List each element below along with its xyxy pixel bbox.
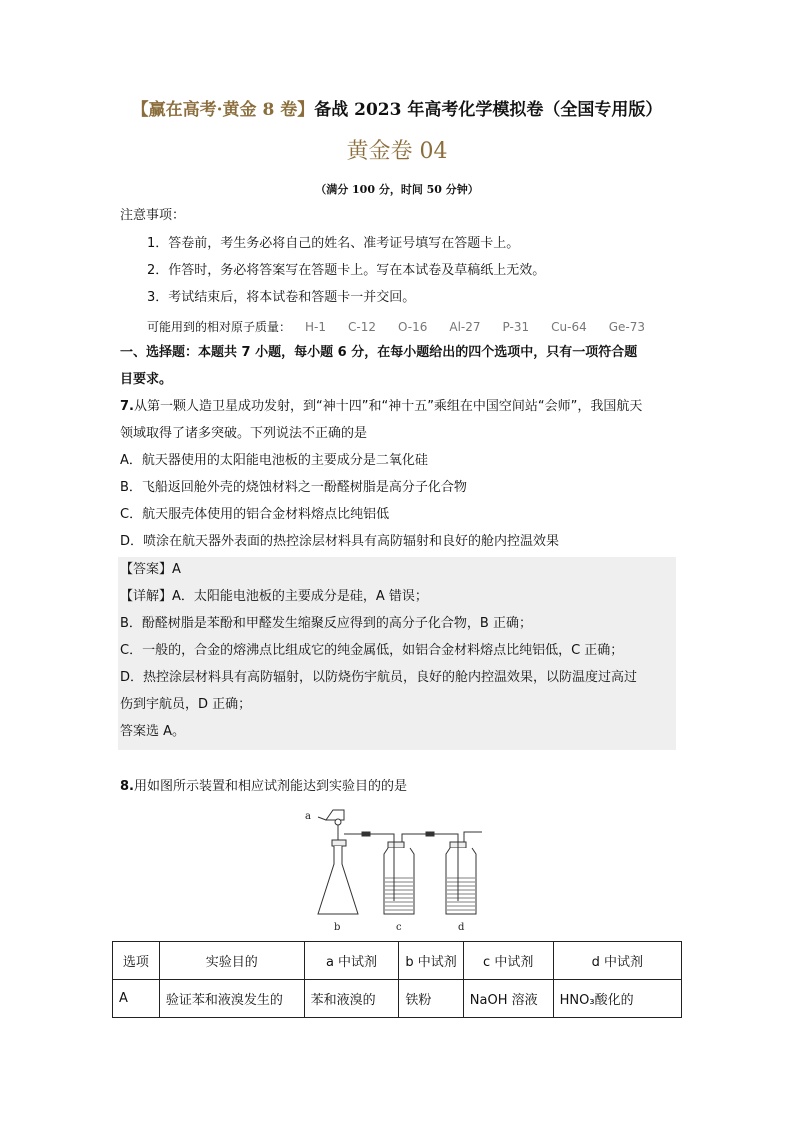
gas-bottle-d	[446, 848, 476, 914]
stopcock-icon	[335, 819, 341, 825]
table-header-cell: 实验目的	[159, 942, 304, 980]
exam-meta: （满分 100 分，时间 50 分钟）	[315, 183, 479, 196]
mass-value: H-1	[305, 320, 327, 334]
section-heading-line: 目要求。	[120, 372, 173, 387]
section-heading-line: 一、选择题：本题共 7 小题，每小题 6 分，在每小题给出的四个选项中，只有一项符合题	[120, 345, 638, 360]
atomic-masses	[147, 318, 667, 335]
q7-explain-line: 【详解】A．太阳能电池板的主要成分是硅，A 错误；	[120, 589, 428, 604]
q8-options-table	[112, 941, 682, 1018]
exam-title	[0, 95, 794, 120]
q7-explain-line: C．一般的，合金的熔沸点比组成它的纯金属低，如铝合金材料熔点比纯铝低，C 正确；	[120, 643, 624, 658]
q8-stem-text: 用如图所示装置和相应试剂能达到实验目的的是	[133, 779, 407, 794]
label-c: c	[396, 922, 402, 933]
mass-value: Cu-64	[551, 320, 587, 334]
q7-number: 7.	[120, 399, 134, 414]
q7-stem-text: 从第一颗人造卫星成功发射，到“神十四”和“神十五”乘组在中国空间站“会师”，我国航天	[133, 399, 643, 414]
notes-item: 3．考试结束后，将本试卷和答题卡一并交回。	[147, 290, 416, 305]
bottle-c-stopper	[388, 842, 404, 848]
table-cell: HNO₃酸化的	[553, 980, 681, 1018]
table-row	[113, 980, 682, 1018]
table-cell: 苯和液溴的	[304, 980, 399, 1018]
q7-explain-line: 答案选 A。	[120, 724, 186, 739]
notes-item: 2．作答时，务必将答案写在答题卡上。写在本试卷及草稿纸上无效。	[147, 263, 546, 278]
mass-value: P-31	[502, 320, 530, 334]
label-a: a	[305, 811, 311, 822]
label-d: d	[458, 922, 465, 933]
title-brand-1: 赢在高考·	[148, 100, 223, 120]
q7-explain-line: D．热控涂层材料具有高防辐射，以防烧伤宇航员，良好的舱内控温效果，以防温度过高过	[120, 670, 638, 685]
q7-option-a: A．航天器使用的太阳能电池板的主要成分是二氧化硅	[120, 453, 428, 468]
tube-connector	[426, 832, 434, 836]
tube-outlet	[464, 832, 482, 842]
masses-label: 可能用到的相对原子质量：	[147, 320, 292, 334]
mass-value: Al-27	[449, 320, 481, 334]
table-header-cell: c 中试剂	[463, 942, 553, 980]
title-brand-2: 黄金 8 卷	[222, 100, 298, 120]
table-header-row	[113, 942, 682, 980]
q7-option-c: C．航天服壳体使用的铝合金材料熔点比纯铝低	[120, 507, 390, 522]
notes-heading: 注意事项：	[120, 208, 186, 223]
table-cell: NaOH 溶液	[463, 980, 553, 1018]
apparatus-diagram	[296, 806, 496, 936]
q7-explain-line: B．酚醛树脂是苯酚和甲醛发生缩聚反应得到的高分子化合物，B 正确；	[120, 616, 532, 631]
title-bracket-open: 【	[131, 100, 149, 120]
mass-value: Ge-73	[608, 320, 645, 334]
dropping-funnel	[326, 810, 344, 820]
q8-stem	[120, 778, 407, 796]
q7-option-b: B．飞船返回舱外壳的烧蚀材料之一酚醛树脂是高分子化合物	[120, 480, 467, 495]
q7-explain-line: 伤到宇航员，D 正确；	[120, 697, 252, 712]
q7-stem-text: 领域取得了诸多突破。下列说法不正确的是	[120, 426, 368, 441]
q7-option-d: D．喷涂在航天器外表面的热控涂层材料具有高防辐射和良好的舱内控温效果	[120, 534, 560, 549]
table-cell: A	[113, 980, 160, 1018]
mass-value: C-12	[348, 320, 376, 334]
tube-connector	[362, 832, 370, 836]
label-a-pointer	[318, 817, 326, 820]
conical-flask-b	[318, 846, 358, 914]
table-cell: 验证苯和液溴发生的	[159, 980, 304, 1018]
notes-item: 1．答卷前，考生务必将自己的姓名、准考证号填写在答题卡上。	[147, 236, 520, 251]
q7-answer: 【答案】A	[120, 562, 181, 577]
title-main: 备战 2023 年高考化学模拟卷（全国专用版）	[314, 100, 663, 120]
table-header-cell: d 中试剂	[553, 942, 681, 980]
flask-stopper	[332, 840, 346, 846]
label-b: b	[334, 922, 341, 933]
gas-bottle-c	[384, 848, 414, 914]
table-cell: 铁粉	[399, 980, 463, 1018]
mass-value: O-16	[398, 320, 428, 334]
exam-subtitle: 黄金卷 04	[346, 139, 448, 164]
q7-stem	[120, 398, 642, 416]
table-header-cell: a 中试剂	[304, 942, 399, 980]
table-header-cell: 选项	[113, 942, 160, 980]
q8-number: 8.	[120, 779, 134, 794]
table-header-cell: b 中试剂	[399, 942, 463, 980]
title-bracket-close: 】	[297, 100, 315, 120]
